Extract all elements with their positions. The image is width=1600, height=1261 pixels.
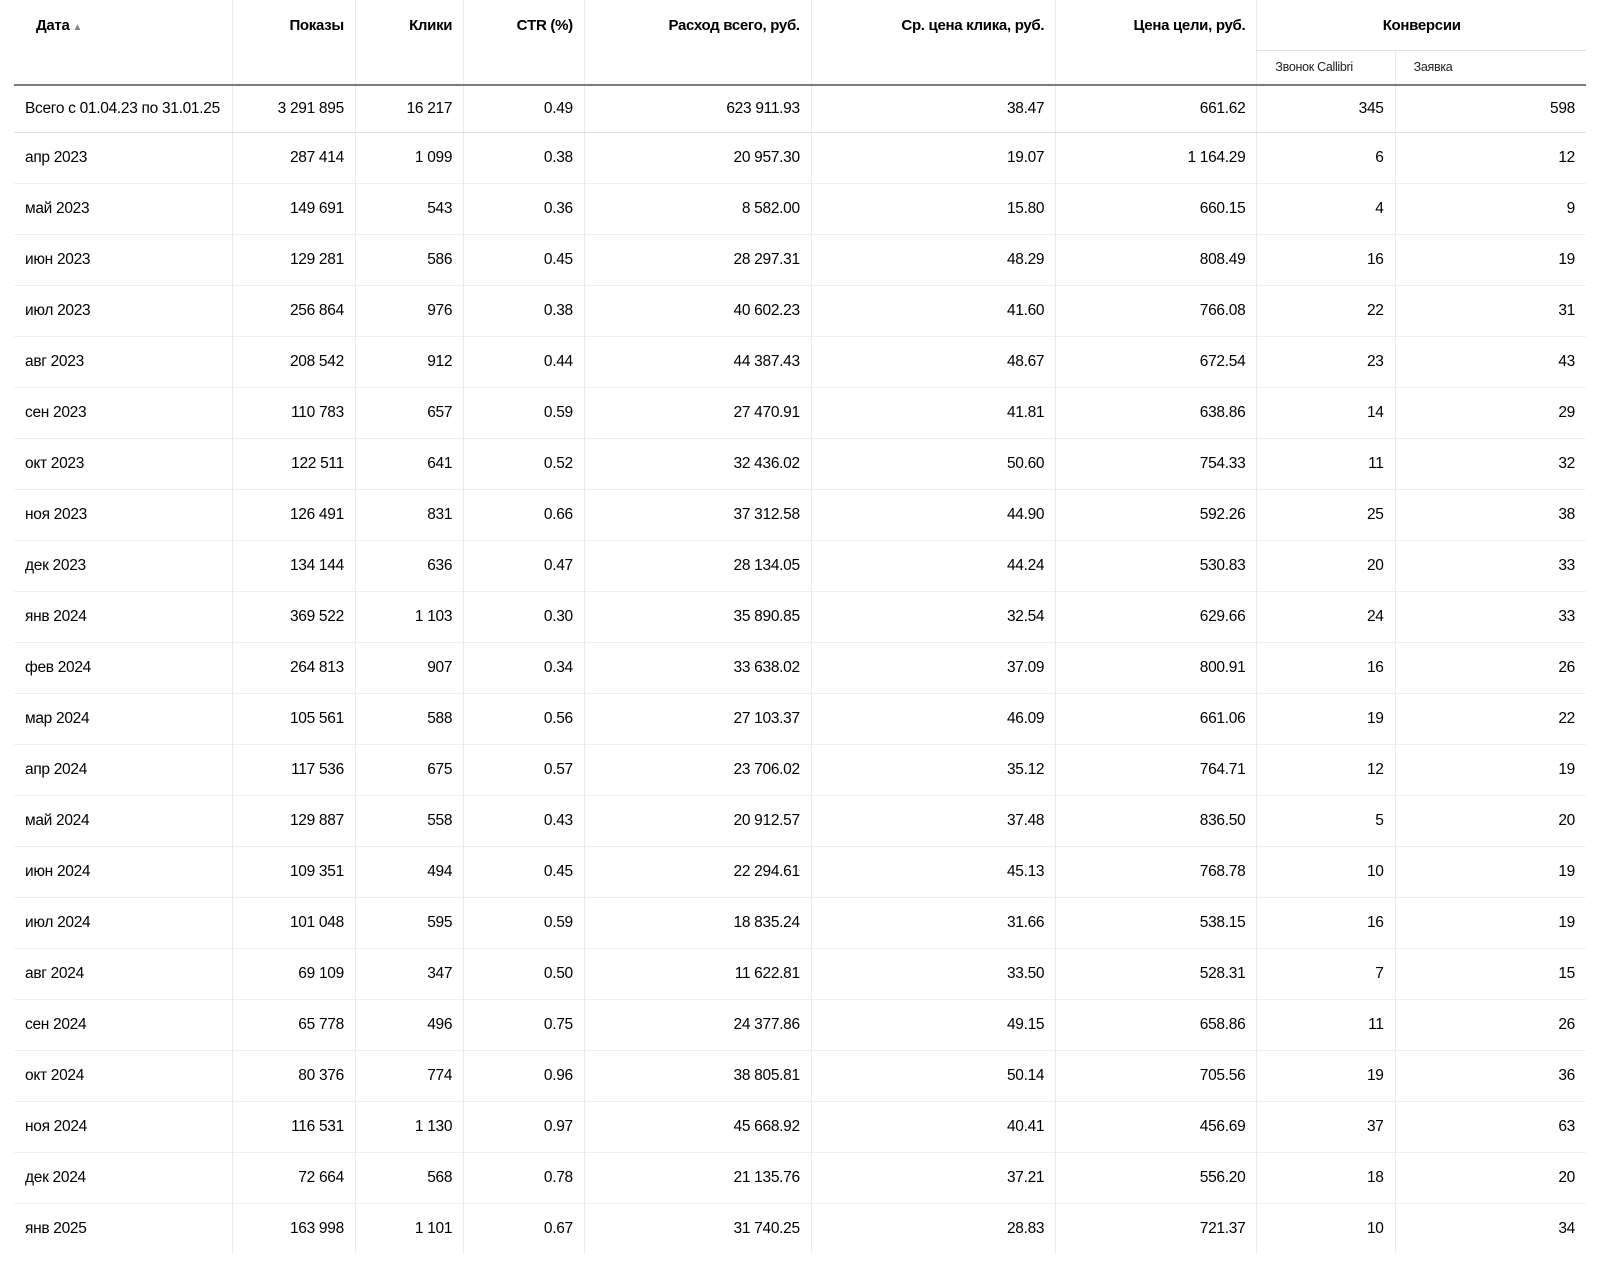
cell-clicks: 912 <box>355 336 463 387</box>
cell-clicks: 675 <box>355 744 463 795</box>
cell-ctr: 0.78 <box>464 1152 585 1203</box>
cell-avg-cpc: 37.21 <box>811 1152 1055 1203</box>
totals-clicks: 16 217 <box>355 85 463 133</box>
cell-spend: 20 957.30 <box>584 132 811 183</box>
cell-cpa: 456.69 <box>1056 1101 1257 1152</box>
cell-cpa: 638.86 <box>1056 387 1257 438</box>
cell-month: апр 2024 <box>14 744 233 795</box>
totals-conv-lead: 598 <box>1395 85 1586 133</box>
cell-clicks: 1 130 <box>355 1101 463 1152</box>
cell-spend: 22 294.61 <box>584 846 811 897</box>
cell-conv-lead: 12 <box>1395 132 1586 183</box>
avg-cpc-column-header[interactable]: Ср. цена клика, руб. <box>811 0 1055 85</box>
cell-cpa: 660.15 <box>1056 183 1257 234</box>
impressions-column-header[interactable]: Показы <box>233 0 356 85</box>
cell-conv-lead: 36 <box>1395 1050 1586 1101</box>
cell-ctr: 0.34 <box>464 642 585 693</box>
cell-cpa: 768.78 <box>1056 846 1257 897</box>
cell-month: сен 2023 <box>14 387 233 438</box>
cell-impressions: 65 778 <box>233 999 356 1050</box>
cell-cpa: 754.33 <box>1056 438 1257 489</box>
table-row <box>14 897 1586 948</box>
cell-impressions: 129 281 <box>233 234 356 285</box>
cell-clicks: 831 <box>355 489 463 540</box>
cell-clicks: 588 <box>355 693 463 744</box>
cell-avg-cpc: 33.50 <box>811 948 1055 999</box>
totals-conv-call: 345 <box>1257 85 1395 133</box>
cell-avg-cpc: 40.41 <box>811 1101 1055 1152</box>
cell-clicks: 1 099 <box>355 132 463 183</box>
cell-conv-lead: 19 <box>1395 846 1586 897</box>
cell-month: апр 2023 <box>14 132 233 183</box>
cell-conv-lead: 33 <box>1395 540 1586 591</box>
cell-spend: 27 470.91 <box>584 387 811 438</box>
cell-spend: 28 134.05 <box>584 540 811 591</box>
cell-month: авг 2024 <box>14 948 233 999</box>
cell-conv-lead: 29 <box>1395 387 1586 438</box>
cell-spend: 11 622.81 <box>584 948 811 999</box>
table-row <box>14 999 1586 1050</box>
cell-cpa: 556.20 <box>1056 1152 1257 1203</box>
date-header-label: Дата <box>36 17 70 34</box>
cell-ctr: 0.45 <box>464 234 585 285</box>
cell-ctr: 0.66 <box>464 489 585 540</box>
cell-conv-lead: 26 <box>1395 642 1586 693</box>
conv-lead-column-header[interactable]: Заявка <box>1395 50 1586 85</box>
cell-clicks: 1 101 <box>355 1203 463 1254</box>
cell-conv-call: 12 <box>1257 744 1395 795</box>
totals-spend: 623 911.93 <box>584 85 811 133</box>
cell-ctr: 0.97 <box>464 1101 585 1152</box>
cell-spend: 44 387.43 <box>584 336 811 387</box>
cell-impressions: 105 561 <box>233 693 356 744</box>
cell-conv-lead: 63 <box>1395 1101 1586 1152</box>
conv-call-column-header[interactable]: Звонок Callibri <box>1257 50 1395 85</box>
cell-clicks: 1 103 <box>355 591 463 642</box>
cell-impressions: 69 109 <box>233 948 356 999</box>
cell-spend: 38 805.81 <box>584 1050 811 1101</box>
table-row <box>14 234 1586 285</box>
cell-cpa: 592.26 <box>1056 489 1257 540</box>
cell-avg-cpc: 50.60 <box>811 438 1055 489</box>
cell-avg-cpc: 31.66 <box>811 897 1055 948</box>
cell-conv-lead: 31 <box>1395 285 1586 336</box>
table-row <box>14 285 1586 336</box>
cell-ctr: 0.59 <box>464 897 585 948</box>
cell-clicks: 347 <box>355 948 463 999</box>
table-row <box>14 132 1586 183</box>
cell-conv-call: 20 <box>1257 540 1395 591</box>
table-row <box>14 642 1586 693</box>
cell-month: дек 2024 <box>14 1152 233 1203</box>
cell-cpa: 528.31 <box>1056 948 1257 999</box>
table-row <box>14 489 1586 540</box>
cell-ctr: 0.59 <box>464 387 585 438</box>
totals-ctr: 0.49 <box>464 85 585 133</box>
cell-ctr: 0.67 <box>464 1203 585 1254</box>
cell-conv-call: 4 <box>1257 183 1395 234</box>
cell-avg-cpc: 37.48 <box>811 795 1055 846</box>
cell-ctr: 0.45 <box>464 846 585 897</box>
cell-cpa: 836.50 <box>1056 795 1257 846</box>
spend-column-header[interactable]: Расход всего, руб. <box>584 0 811 85</box>
cell-impressions: 101 048 <box>233 897 356 948</box>
cell-month: окт 2024 <box>14 1050 233 1101</box>
table-body <box>14 132 1586 1254</box>
cell-impressions: 122 511 <box>233 438 356 489</box>
cell-spend: 21 135.76 <box>584 1152 811 1203</box>
cell-conv-call: 16 <box>1257 234 1395 285</box>
table-row <box>14 1203 1586 1254</box>
cell-conv-call: 18 <box>1257 1152 1395 1203</box>
statistics-table <box>14 0 1586 1254</box>
cell-conv-lead: 32 <box>1395 438 1586 489</box>
cell-clicks: 976 <box>355 285 463 336</box>
cell-month: ноя 2024 <box>14 1101 233 1152</box>
table-row <box>14 1152 1586 1203</box>
cell-conv-lead: 34 <box>1395 1203 1586 1254</box>
cell-avg-cpc: 48.29 <box>811 234 1055 285</box>
cell-conv-call: 25 <box>1257 489 1395 540</box>
totals-label: Всего с 01.04.23 по 31.01.25 <box>14 85 233 133</box>
cell-clicks: 496 <box>355 999 463 1050</box>
table-row <box>14 591 1586 642</box>
totals-row <box>14 85 1586 133</box>
cell-impressions: 134 144 <box>233 540 356 591</box>
cell-spend: 8 582.00 <box>584 183 811 234</box>
cell-ctr: 0.56 <box>464 693 585 744</box>
cell-month: июн 2023 <box>14 234 233 285</box>
cell-avg-cpc: 44.90 <box>811 489 1055 540</box>
conversions-group-header: Конверсии <box>1257 0 1586 50</box>
cell-conv-call: 14 <box>1257 387 1395 438</box>
cell-impressions: 256 864 <box>233 285 356 336</box>
cell-impressions: 116 531 <box>233 1101 356 1152</box>
cell-month: янв 2024 <box>14 591 233 642</box>
cpa-column-header[interactable]: Цена цели, руб. <box>1056 0 1257 85</box>
cell-impressions: 264 813 <box>233 642 356 693</box>
cell-conv-lead: 19 <box>1395 744 1586 795</box>
table-row <box>14 693 1586 744</box>
cell-clicks: 657 <box>355 387 463 438</box>
cell-month: июл 2023 <box>14 285 233 336</box>
cell-month: авг 2023 <box>14 336 233 387</box>
cell-avg-cpc: 19.07 <box>811 132 1055 183</box>
cell-conv-call: 6 <box>1257 132 1395 183</box>
cell-conv-lead: 33 <box>1395 591 1586 642</box>
cell-cpa: 661.06 <box>1056 693 1257 744</box>
cell-clicks: 494 <box>355 846 463 897</box>
cell-impressions: 126 491 <box>233 489 356 540</box>
cell-impressions: 369 522 <box>233 591 356 642</box>
cell-avg-cpc: 49.15 <box>811 999 1055 1050</box>
cell-month: мар 2024 <box>14 693 233 744</box>
table-row <box>14 438 1586 489</box>
cell-spend: 24 377.86 <box>584 999 811 1050</box>
cell-avg-cpc: 44.24 <box>811 540 1055 591</box>
cell-conv-call: 11 <box>1257 438 1395 489</box>
cell-month: сен 2024 <box>14 999 233 1050</box>
cell-clicks: 641 <box>355 438 463 489</box>
cell-conv-lead: 43 <box>1395 336 1586 387</box>
cell-ctr: 0.50 <box>464 948 585 999</box>
cell-spend: 32 436.02 <box>584 438 811 489</box>
cell-ctr: 0.30 <box>464 591 585 642</box>
cell-clicks: 558 <box>355 795 463 846</box>
table-row <box>14 948 1586 999</box>
cell-ctr: 0.75 <box>464 999 585 1050</box>
cell-conv-call: 16 <box>1257 897 1395 948</box>
cell-conv-call: 23 <box>1257 336 1395 387</box>
table-row <box>14 387 1586 438</box>
cell-cpa: 808.49 <box>1056 234 1257 285</box>
cell-clicks: 774 <box>355 1050 463 1101</box>
cell-ctr: 0.38 <box>464 132 585 183</box>
table-row <box>14 1050 1586 1101</box>
cell-conv-call: 22 <box>1257 285 1395 336</box>
cell-conv-lead: 26 <box>1395 999 1586 1050</box>
cell-impressions: 149 691 <box>233 183 356 234</box>
cell-avg-cpc: 37.09 <box>811 642 1055 693</box>
cell-month: июн 2024 <box>14 846 233 897</box>
cell-month: май 2023 <box>14 183 233 234</box>
cell-conv-call: 10 <box>1257 846 1395 897</box>
cell-avg-cpc: 41.81 <box>811 387 1055 438</box>
cell-cpa: 672.54 <box>1056 336 1257 387</box>
cell-conv-lead: 9 <box>1395 183 1586 234</box>
totals-cpa: 661.62 <box>1056 85 1257 133</box>
cell-conv-lead: 22 <box>1395 693 1586 744</box>
cell-conv-call: 16 <box>1257 642 1395 693</box>
cell-spend: 37 312.58 <box>584 489 811 540</box>
cell-ctr: 0.43 <box>464 795 585 846</box>
cell-cpa: 530.83 <box>1056 540 1257 591</box>
cell-cpa: 1 164.29 <box>1056 132 1257 183</box>
table-row <box>14 540 1586 591</box>
cell-month: июл 2024 <box>14 897 233 948</box>
cell-impressions: 208 542 <box>233 336 356 387</box>
cell-conv-call: 5 <box>1257 795 1395 846</box>
cell-conv-lead: 20 <box>1395 1152 1586 1203</box>
table-row <box>14 744 1586 795</box>
cell-ctr: 0.57 <box>464 744 585 795</box>
cell-conv-lead: 38 <box>1395 489 1586 540</box>
table-row <box>14 846 1586 897</box>
cell-avg-cpc: 41.60 <box>811 285 1055 336</box>
cell-conv-call: 24 <box>1257 591 1395 642</box>
cell-impressions: 117 536 <box>233 744 356 795</box>
cell-conv-lead: 19 <box>1395 897 1586 948</box>
table-header-row <box>14 0 1586 50</box>
cell-conv-call: 19 <box>1257 693 1395 744</box>
cell-ctr: 0.44 <box>464 336 585 387</box>
cell-avg-cpc: 45.13 <box>811 846 1055 897</box>
table-row <box>14 183 1586 234</box>
cell-cpa: 629.66 <box>1056 591 1257 642</box>
cell-cpa: 766.08 <box>1056 285 1257 336</box>
cell-cpa: 705.56 <box>1056 1050 1257 1101</box>
cell-spend: 27 103.37 <box>584 693 811 744</box>
cell-spend: 31 740.25 <box>584 1203 811 1254</box>
cell-spend: 33 638.02 <box>584 642 811 693</box>
cell-month: окт 2023 <box>14 438 233 489</box>
cell-cpa: 800.91 <box>1056 642 1257 693</box>
cell-conv-lead: 15 <box>1395 948 1586 999</box>
cell-impressions: 287 414 <box>233 132 356 183</box>
cell-ctr: 0.36 <box>464 183 585 234</box>
cell-impressions: 110 783 <box>233 387 356 438</box>
cell-conv-lead: 20 <box>1395 795 1586 846</box>
cell-impressions: 109 351 <box>233 846 356 897</box>
cell-spend: 20 912.57 <box>584 795 811 846</box>
cell-spend: 18 835.24 <box>584 897 811 948</box>
cell-avg-cpc: 32.54 <box>811 591 1055 642</box>
cell-clicks: 568 <box>355 1152 463 1203</box>
cell-avg-cpc: 50.14 <box>811 1050 1055 1101</box>
cell-spend: 23 706.02 <box>584 744 811 795</box>
cell-impressions: 80 376 <box>233 1050 356 1101</box>
cell-conv-call: 37 <box>1257 1101 1395 1152</box>
ctr-column-header[interactable]: CTR (%) <box>464 0 585 85</box>
cell-spend: 35 890.85 <box>584 591 811 642</box>
cell-clicks: 907 <box>355 642 463 693</box>
table-row <box>14 795 1586 846</box>
cell-clicks: 543 <box>355 183 463 234</box>
cell-cpa: 764.71 <box>1056 744 1257 795</box>
cell-cpa: 658.86 <box>1056 999 1257 1050</box>
cell-conv-call: 10 <box>1257 1203 1395 1254</box>
cell-impressions: 129 887 <box>233 795 356 846</box>
table-row <box>14 1101 1586 1152</box>
cell-impressions: 163 998 <box>233 1203 356 1254</box>
cell-spend: 45 668.92 <box>584 1101 811 1152</box>
cell-clicks: 636 <box>355 540 463 591</box>
cell-conv-lead: 19 <box>1395 234 1586 285</box>
cell-cpa: 538.15 <box>1056 897 1257 948</box>
cell-conv-call: 19 <box>1257 1050 1395 1101</box>
sort-ascending-icon[interactable]: ▲ <box>72 22 83 33</box>
statistics-table-container <box>14 0 1586 1254</box>
cell-month: май 2024 <box>14 795 233 846</box>
cell-conv-call: 7 <box>1257 948 1395 999</box>
cell-clicks: 595 <box>355 897 463 948</box>
cell-conv-call: 11 <box>1257 999 1395 1050</box>
cell-ctr: 0.38 <box>464 285 585 336</box>
cell-avg-cpc: 28.83 <box>811 1203 1055 1254</box>
cell-ctr: 0.47 <box>464 540 585 591</box>
cell-spend: 28 297.31 <box>584 234 811 285</box>
date-column-header[interactable] <box>14 0 233 85</box>
totals-avg-cpc: 38.47 <box>811 85 1055 133</box>
cell-ctr: 0.96 <box>464 1050 585 1101</box>
cell-avg-cpc: 48.67 <box>811 336 1055 387</box>
cell-avg-cpc: 46.09 <box>811 693 1055 744</box>
cell-month: янв 2025 <box>25 1219 87 1237</box>
cell-clicks: 586 <box>355 234 463 285</box>
cell-avg-cpc: 35.12 <box>811 744 1055 795</box>
cell-impressions: 72 664 <box>233 1152 356 1203</box>
cell-avg-cpc: 15.80 <box>811 183 1055 234</box>
totals-impressions: 3 291 895 <box>233 85 356 133</box>
clicks-column-header[interactable]: Клики <box>355 0 463 85</box>
cell-month: ноя 2023 <box>14 489 233 540</box>
cell-cpa: 721.37 <box>1056 1203 1257 1254</box>
cell-ctr: 0.52 <box>464 438 585 489</box>
cell-month: фев 2024 <box>14 642 233 693</box>
cell-spend: 40 602.23 <box>584 285 811 336</box>
cell-month: дек 2023 <box>14 540 233 591</box>
table-row <box>14 336 1586 387</box>
